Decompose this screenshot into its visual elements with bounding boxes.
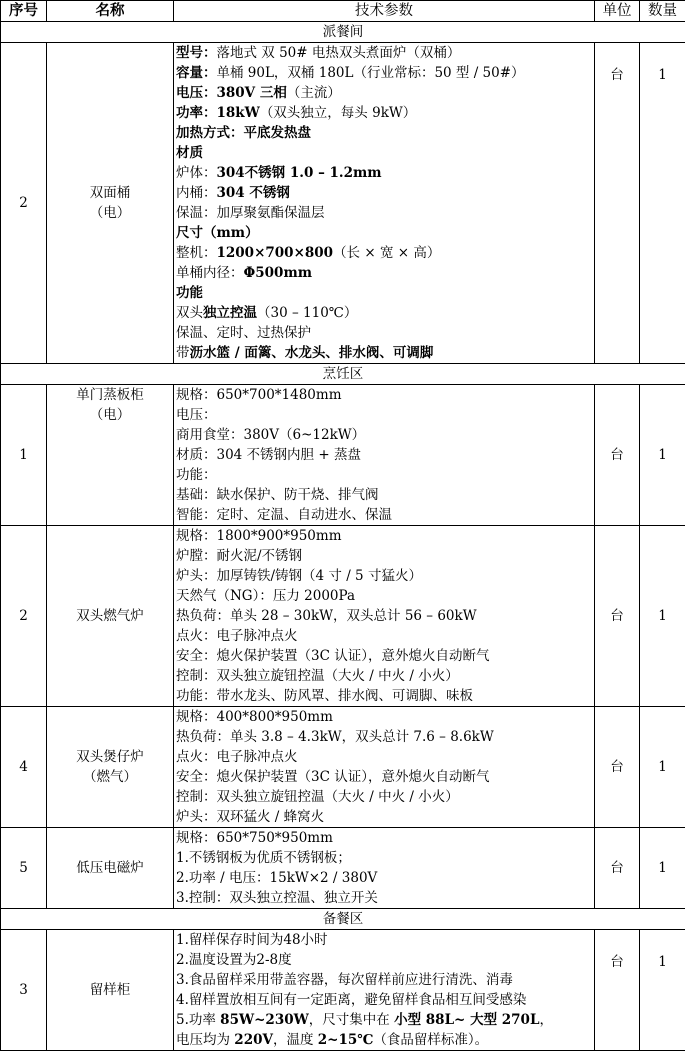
item-unit: 台 (595, 385, 640, 526)
spec-line (176, 163, 594, 183)
spec-text: （主流） (287, 85, 341, 101)
spec-bold-text: 380V 三相 (217, 85, 287, 101)
spec-line (176, 485, 594, 505)
item-spec (174, 707, 595, 828)
item-name-line: 双面桶 (47, 183, 173, 203)
spec-text: 4.留样置放相互间有一定距离，避免留样食品相互间受感染 (176, 992, 526, 1008)
item-name (47, 707, 174, 828)
item-quantity: 1 (640, 930, 685, 1051)
item-quantity: 1 (640, 828, 685, 909)
item-quantity: 1 (640, 526, 685, 707)
spec-text: 功能：带水龙头、防风罩、排水阀、可调脚、味板 (176, 688, 473, 704)
spec-line (176, 950, 594, 970)
spec-text: 1.留样保存时间为48小时 (176, 932, 328, 948)
table-row (1, 43, 685, 364)
spec-text: 3.控制：双头独立控温、独立开关 (176, 890, 378, 906)
spec-line (176, 83, 594, 103)
spec-text: 2.温度设置为2-8度 (176, 952, 292, 968)
spec-bold-text: 独立控温 (203, 305, 257, 321)
spec-bold-text: 材质 (176, 145, 203, 161)
spec-bold-text: 容量： (176, 65, 217, 81)
item-name-line: 双头燃气炉 (47, 606, 173, 626)
spec-text: 整机： (176, 245, 217, 261)
spec-text: 2.功率 / 电压：15kW×2 / 380V (176, 870, 377, 886)
item-unit: 台 (595, 930, 640, 1051)
spec-line (176, 243, 594, 263)
section-title: 派餐间 (1, 22, 685, 43)
spec-line (176, 263, 594, 283)
spec-line (176, 707, 594, 727)
section-row (1, 364, 685, 385)
item-unit: 台 (595, 707, 640, 828)
spec-text: 炉头：双环猛火 / 蜂窝火 (176, 809, 324, 825)
spec-bold-text: 功率： (176, 105, 217, 121)
spec-text: 商用食堂：380V（6~12kW） (176, 427, 365, 443)
spec-line (176, 566, 594, 586)
spec-text: 带 (176, 345, 190, 361)
spec-line (176, 343, 594, 363)
spec-text: 电压： (176, 407, 217, 423)
spec-line (176, 626, 594, 646)
spec-line (176, 445, 594, 465)
item-spec (174, 385, 595, 526)
spec-line (176, 546, 594, 566)
spec-line (176, 63, 594, 83)
spec-line (176, 767, 594, 787)
item-name (47, 828, 174, 909)
spec-line (176, 103, 594, 123)
spec-bold-text: 加热方式：平底发热盘 (176, 125, 311, 141)
row-number: 3 (1, 930, 47, 1051)
spec-text: 炉头：加厚铸铁/铸钢（4 寸 / 5 寸猛火） (176, 568, 422, 584)
spec-line (176, 203, 594, 223)
spec-text: 安全：熄火保护装置（3C 认证），意外熄火自动断气 (176, 648, 489, 664)
row-number: 2 (1, 526, 47, 707)
spec-text: 保温：加厚聚氨酯保温层 (176, 205, 325, 221)
spec-line (176, 828, 594, 848)
spec-line (176, 807, 594, 827)
item-quantity: 1 (640, 707, 685, 828)
table-body (1, 22, 685, 1051)
spec-line (176, 183, 594, 203)
spec-bold-text: 304不锈钢 1.0 – 1.2mm (217, 165, 382, 181)
spec-line (176, 666, 594, 686)
spec-text: 规格：650*750*950mm (176, 830, 333, 846)
item-unit: 台 (595, 526, 640, 707)
header-qty: 数量 (640, 1, 685, 22)
item-name-line: （燃气） (47, 767, 173, 787)
spec-line (176, 123, 594, 143)
header-spec: 技术参数 (174, 1, 595, 22)
spec-line (176, 848, 594, 868)
spec-text: 电压均为 (176, 1032, 234, 1048)
section-row (1, 909, 685, 930)
spec-line (176, 990, 594, 1010)
spec-bold-text: 小型 88L~ 大型 270L (394, 1012, 539, 1028)
header-no: 序号 (1, 1, 47, 22)
spec-line (176, 425, 594, 445)
spec-text: 点火：电子脉冲点火 (176, 628, 298, 644)
spec-text: 炉体： (176, 165, 217, 181)
spec-text: 材质：304 不锈钢内胆 + 蒸盘 (176, 447, 361, 463)
item-name (47, 526, 174, 707)
section-row (1, 22, 685, 43)
spec-text: 3.食品留样采用带盖容器，每次留样前应进行清洗、消毒 (176, 972, 513, 988)
spec-text: 内桶： (176, 185, 217, 201)
spec-line (176, 283, 594, 303)
spec-bold-text: 沥水篮 / 面篱、水龙头、排水阀、可调脚 (190, 345, 434, 361)
item-spec (174, 828, 595, 909)
table-row (1, 707, 685, 828)
spec-text: ， (539, 1012, 553, 1028)
row-number: 4 (1, 707, 47, 828)
spec-bold-text: 85W~230W (220, 1012, 309, 1028)
spec-text: （食品留样标准）。 (373, 1032, 488, 1048)
spec-bold-text: 型号： (176, 45, 217, 61)
spec-bold-text: 1200×700×800 (217, 245, 334, 261)
spec-line (176, 223, 594, 243)
item-name-line: （电） (47, 203, 173, 223)
spec-text: 智能：定时、定温、自动进水、保温 (176, 507, 392, 523)
item-unit: 台 (595, 43, 640, 364)
spec-line (176, 586, 594, 606)
section-title: 烹饪区 (1, 364, 685, 385)
item-spec (174, 930, 595, 1051)
spec-line (176, 1030, 594, 1050)
spec-text: 控制：双头独立旋钮控温（大火 / 中火 / 小火） (176, 789, 459, 805)
spec-text: 基础：缺水保护、防干烧、排气阀 (176, 487, 379, 503)
spec-text: 1.不锈钢板为优质不锈钢板； (176, 850, 351, 866)
spec-text: 控制：双头独立旋钮控温（大火 / 中火 / 小火） (176, 668, 459, 684)
spec-line (176, 727, 594, 747)
spec-line (176, 787, 594, 807)
spec-line (176, 868, 594, 888)
spec-text: 双头 (176, 305, 203, 321)
spec-line (176, 303, 594, 323)
item-name-line: 低压电磁炉 (47, 858, 173, 878)
row-number: 1 (1, 385, 47, 526)
spec-text: （长 × 宽 × 高） (333, 245, 440, 261)
spec-line (176, 930, 594, 950)
item-name-line: 双头煲仔炉 (47, 747, 173, 767)
spec-bold-text: Φ500mm (244, 265, 313, 281)
spec-line (176, 526, 594, 546)
row-number: 2 (1, 43, 47, 364)
spec-text: 5.功率 (176, 1012, 220, 1028)
spec-bold-text: 304 不锈钢 (217, 185, 290, 201)
item-name-line: 单门蒸板柜 (47, 385, 173, 405)
spec-text: 落地式 双 50# 电热双头煮面炉（双桶） (217, 45, 461, 61)
spec-text: 天然气（NG）：压力 2000Pa (176, 588, 355, 604)
table-row (1, 526, 685, 707)
spec-text: 炉膛：耐火泥/不锈钢 (176, 548, 302, 564)
spec-text: 规格：1800*900*950mm (176, 528, 342, 544)
spec-text: （30 – 110℃） (257, 305, 357, 321)
spec-bold-text: 功能 (176, 285, 203, 301)
item-quantity: 1 (640, 43, 685, 364)
spec-line (176, 686, 594, 706)
spec-line (176, 385, 594, 405)
row-number: 5 (1, 828, 47, 909)
spec-line (176, 505, 594, 525)
spec-text: 安全：熄火保护装置（3C 认证），意外熄火自动断气 (176, 769, 489, 785)
spec-text: 保温、定时、过热保护 (176, 325, 311, 341)
spec-line (176, 888, 594, 908)
item-spec (174, 43, 595, 364)
item-quantity: 1 (640, 385, 685, 526)
table-row (1, 385, 685, 526)
spec-text: 规格：400*800*950mm (176, 709, 333, 725)
table-row (1, 930, 685, 1051)
header-name: 名称 (47, 1, 174, 22)
spec-line (176, 646, 594, 666)
spec-text: 功能： (176, 467, 217, 483)
item-name-line: （电） (47, 405, 173, 425)
spec-text: ，温度 (273, 1032, 318, 1048)
spec-bold-text: 2~15℃ (318, 1032, 374, 1048)
item-spec (174, 526, 595, 707)
spec-text: 热负荷：单头 28 – 30kW，双头总计 56 – 60kW (176, 608, 477, 624)
spec-line (176, 1010, 594, 1030)
item-name-line: 留样柜 (47, 980, 173, 1000)
table-row (1, 828, 685, 909)
spec-text: 点火：电子脉冲点火 (176, 749, 298, 765)
spec-line (176, 747, 594, 767)
spec-line (176, 970, 594, 990)
section-title: 备餐区 (1, 909, 685, 930)
spec-bold-text: 220V (234, 1032, 273, 1048)
spec-line (176, 405, 594, 425)
spec-text: （双头独立，每头 9kW） (260, 105, 416, 121)
header-row (1, 1, 685, 22)
spec-text: 热负荷：单头 3.8 – 4.3kW，双头总计 7.6 – 8.6kW (176, 729, 494, 745)
spec-text: 规格：650*700*1480mm (176, 387, 342, 403)
spec-text: 单桶内径： (176, 265, 244, 281)
spec-line (176, 43, 594, 63)
header-unit: 单位 (595, 1, 640, 22)
spec-text: 单桶 90L，双桶 180L（行业常标：50 型 / 50#） (217, 65, 525, 81)
item-name (47, 385, 174, 526)
spec-line (176, 606, 594, 626)
spec-bold-text: 18kW (217, 105, 260, 121)
spec-bold-text: 尺寸（mm） (176, 225, 259, 241)
spec-line (176, 143, 594, 163)
item-name (47, 43, 174, 364)
spec-bold-text: 电压： (176, 85, 217, 101)
spec-text: ，尺寸集中在 (309, 1012, 394, 1028)
spec-line (176, 465, 594, 485)
item-name (47, 930, 174, 1051)
item-unit: 台 (595, 828, 640, 909)
spec-line (176, 323, 594, 343)
